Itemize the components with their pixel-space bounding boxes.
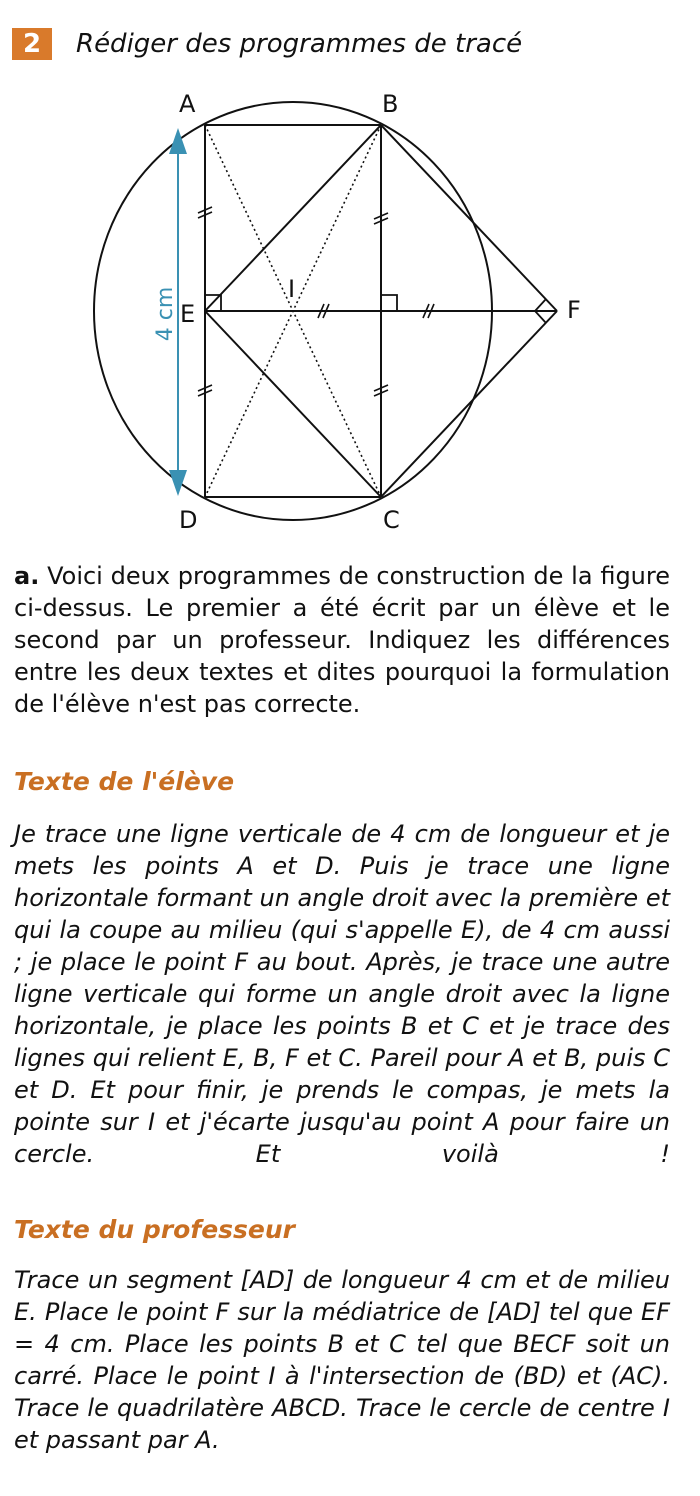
point-label-i: I — [288, 275, 296, 303]
question-a-text: Voici deux programmes de construction de la figure ci-dessus. Le premier a été écrit par un élève et le second par un professeur. Indiquez les différences entre les deux textes et dites pourquoi la formulation de l'élève n'est pas correcte. — [14, 562, 670, 718]
segment-bf — [381, 125, 557, 311]
point-label-b: B — [382, 90, 399, 118]
dimension-arrow-up-icon — [169, 128, 187, 154]
exercise-header — [12, 26, 522, 62]
point-label-c: C — [383, 506, 400, 534]
question-a — [14, 560, 670, 720]
teacher-text: Trace un segment [AD] de longueur 4 cm et de milieu E. Place le point F sur la médiatrice de [AD] tel que EF = 4 cm. Place les points B et C tel que BECF soit un carré. Place le point I à l'intersection de (BD) et (AC). Trace le quadrilatère ABCD. Trace le cercle de centre I et passant par A. — [14, 1266, 670, 1454]
student-section-title: Texte de l'élève — [14, 767, 235, 796]
point-label-a: A — [179, 90, 196, 118]
point-label-f: F — [567, 296, 581, 324]
dimension-label: 4 cm — [153, 286, 178, 342]
question-letter: a. — [14, 562, 40, 590]
exercise-title: Rédiger des programmes de tracé — [76, 29, 523, 59]
point-label-e: E — [180, 300, 196, 328]
figure-svg — [0, 70, 700, 545]
exercise-number-badge: 2 — [12, 28, 52, 60]
segment-fc — [381, 311, 557, 497]
segment-ce — [205, 311, 381, 497]
student-text: Je trace une ligne verticale de 4 cm de longueur et je mets les points A et D. Puis je trace une ligne horizontale formant un angle droit avec la première et qui la coupe au milieu (qui s'appelle E), de 4 cm aussi ; je place le point F au bout. Après, je trace une autre ligne verticale qui forme un angle droit avec la ligne horizontale, je place les points B et C et je trace des lignes qui relient E, B, F et C. Pareil pour A et B, puis C et D. Et pour finir, je prends le compas, je mets la pointe sur I et j'écarte jusqu'au point A pour faire un cercle. Et voilà ! — [14, 820, 670, 1168]
geometry-figure — [0, 70, 700, 545]
teacher-section-title: Texte du professeur — [14, 1215, 295, 1244]
point-label-d: D — [179, 506, 198, 534]
right-angle-mark-bc — [381, 295, 397, 311]
dimension-arrow-down-icon — [169, 470, 187, 496]
